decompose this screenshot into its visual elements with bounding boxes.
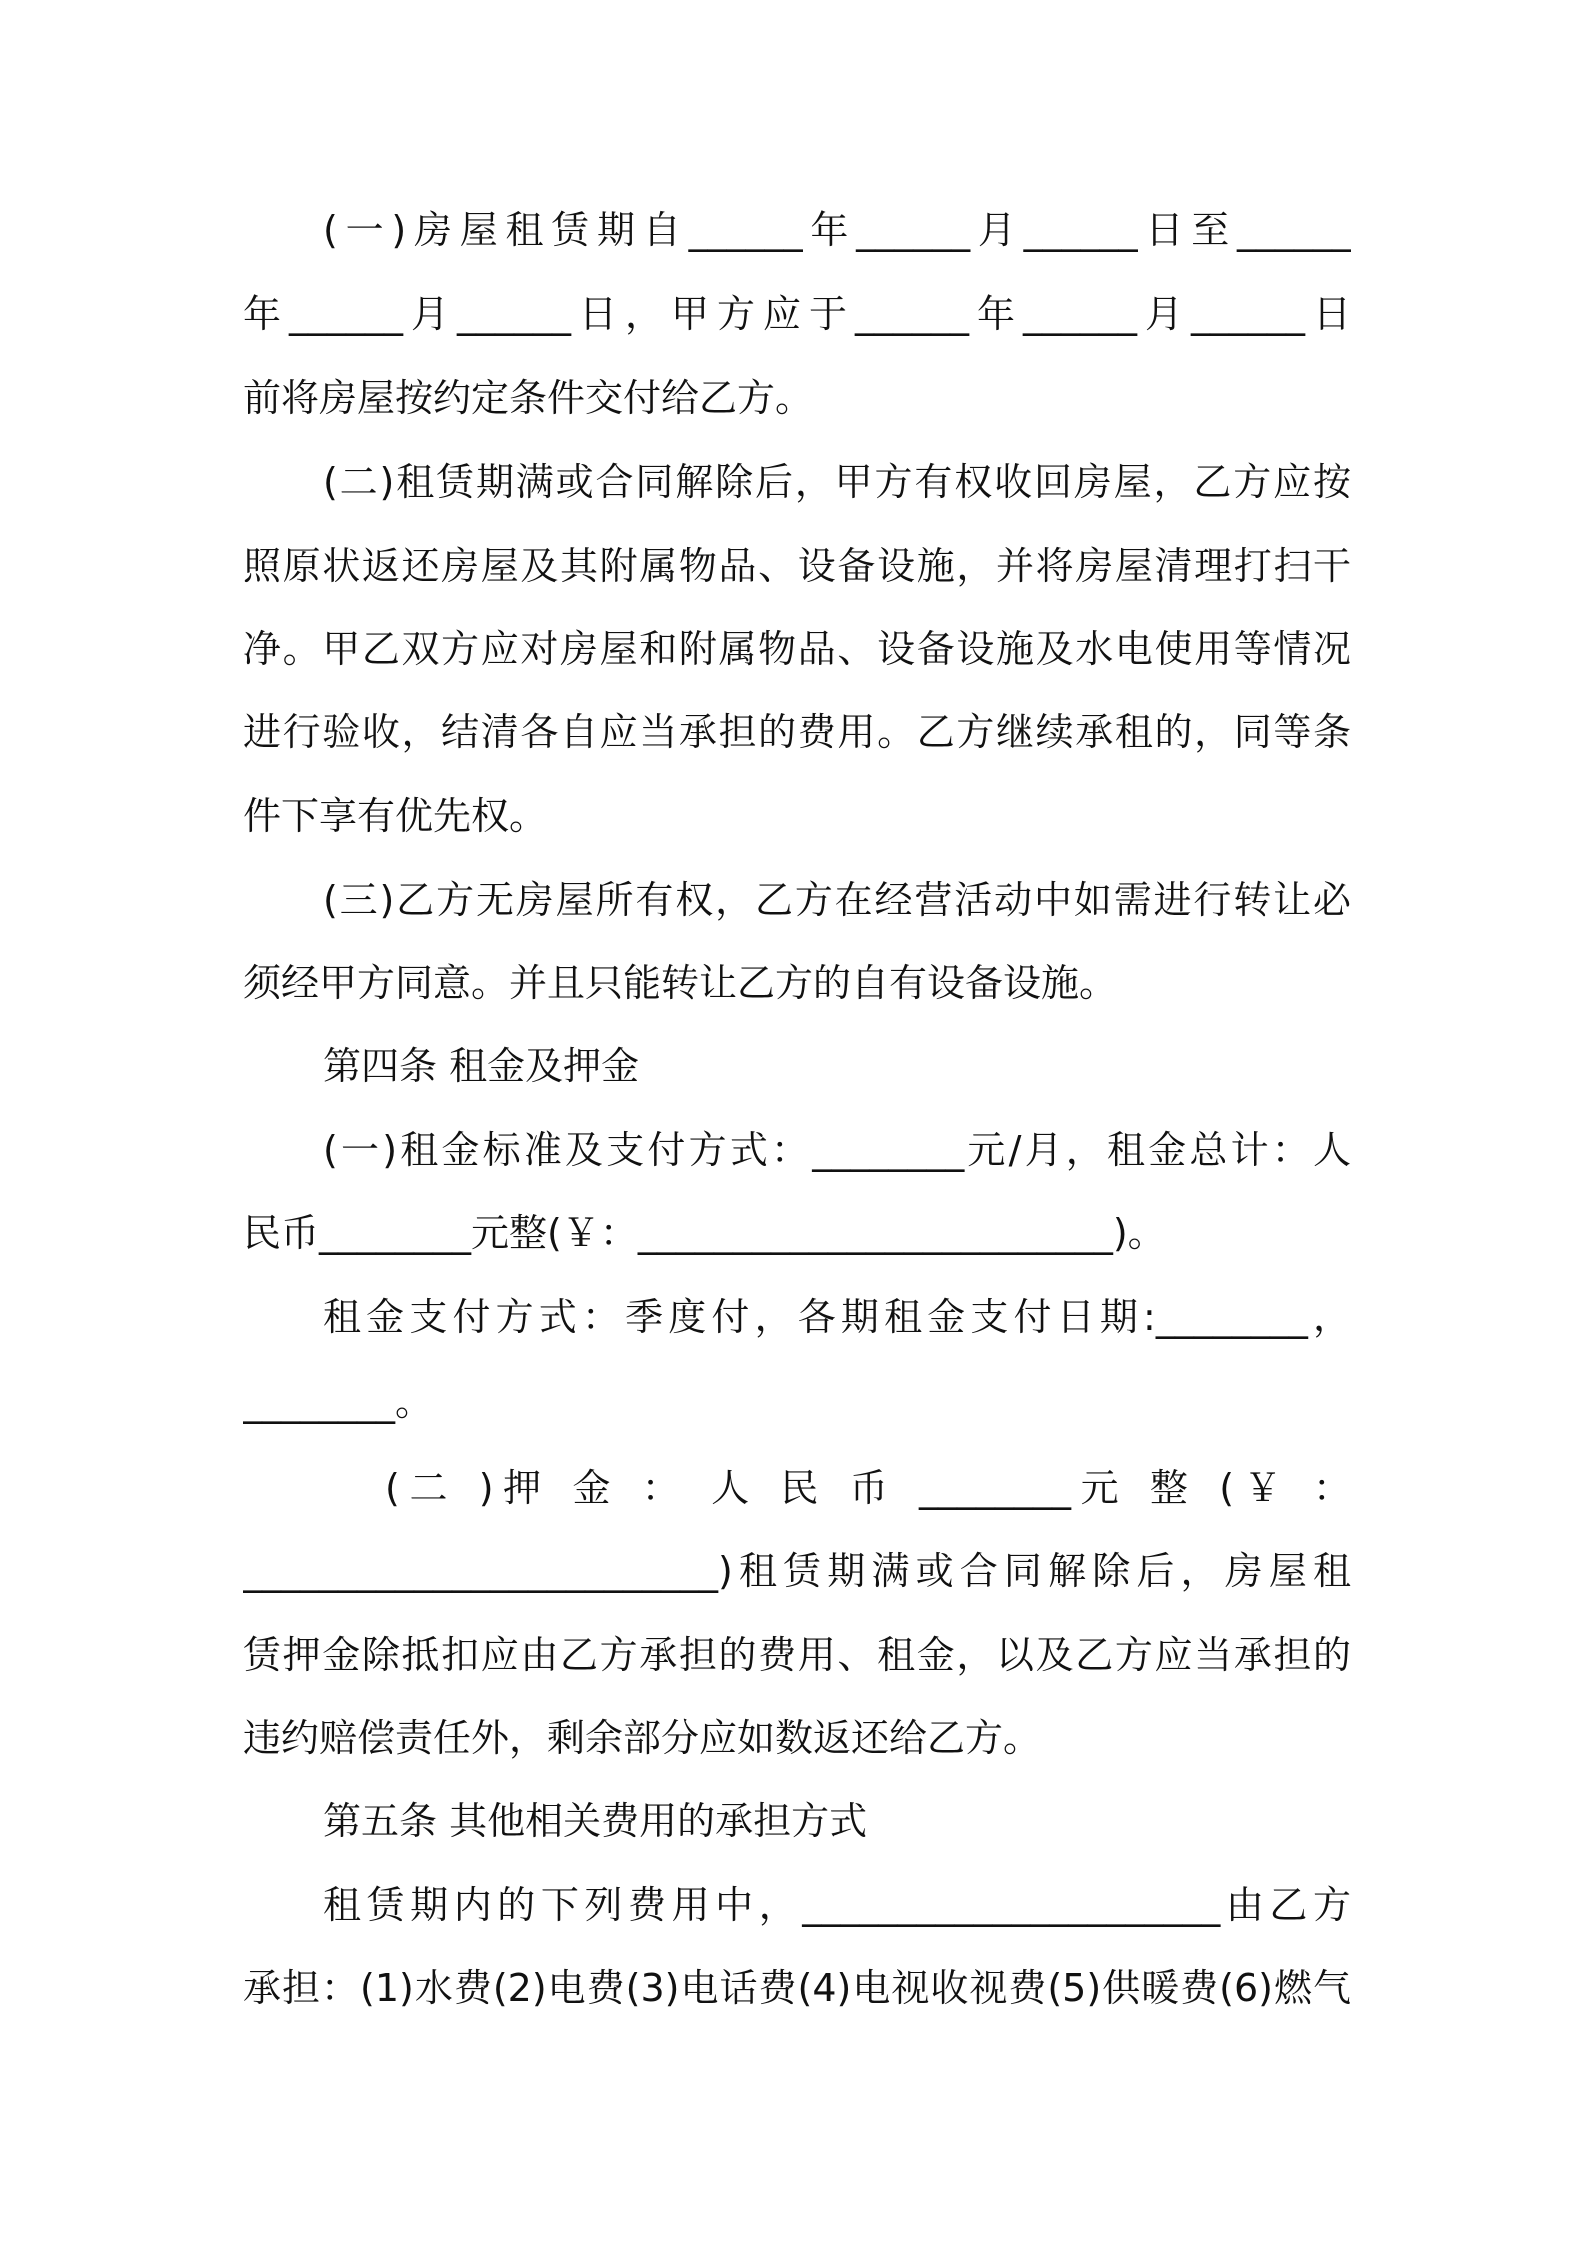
clause-3-2-line-2: 照原状返还房屋及其附属物品、设备设施，并将房屋清理打扫干 <box>243 544 1351 588</box>
article-5-line-2: 承担：(1)水费(2)电费(3)电话费(4)电视收视费(5)供暖费(6)燃气 <box>243 1966 1351 2010</box>
clause-4-1-line-1: (一)租金标准及支付方式：________元/月，租金总计：人 <box>323 1128 1351 1172</box>
clause-3-2-line-5: 件下享有优先权。 <box>243 794 548 838</box>
clause-4-2-line-2: _________________________)租赁期满或合同解除后，房屋租 <box>243 1549 1351 1593</box>
article-4-heading: 第四条 租金及押金 <box>323 1044 640 1088</box>
clause-3-3-line-2: 须经甲方同意。并且只能转让乙方的自有设备设施。 <box>243 961 1118 1005</box>
rent-payment-line-1: 租金支付方式：季度付，各期租金支付日期:________， <box>323 1295 1351 1339</box>
article-5-line-1: 租赁期内的下列费用中，______________________由乙方 <box>323 1883 1351 1927</box>
clause-4-2-line-1: (二 )押 金 ： 人 民 币 ________元 整 (￥ ： <box>385 1466 1351 1510</box>
clause-3-1-line-1: (一)房屋租赁期自______年______月______日至______ <box>323 208 1351 252</box>
clause-3-1-line-3: 前将房屋按约定条件交付给乙方。 <box>243 376 814 420</box>
clause-4-2-line-4: 违约赔偿责任外，剩余部分应如数返还给乙方。 <box>243 1716 1042 1760</box>
rent-payment-line-2: ________。 <box>243 1380 434 1424</box>
clause-4-2-line-3: 赁押金除抵扣应由乙方承担的费用、租金，以及乙方应当承担的 <box>243 1633 1351 1677</box>
clause-4-1-line-2: 民币________元整(￥：_________________________)。 <box>243 1211 1166 1255</box>
clause-3-2-line-4: 进行验收，结清各自应当承担的费用。乙方继续承租的，同等条 <box>243 710 1351 754</box>
article-5-heading: 第五条 其他相关费用的承担方式 <box>323 1799 868 1843</box>
clause-3-1-line-2: 年______月______日，甲方应于______年______月______日 <box>243 292 1351 336</box>
clause-3-2-line-1: (二)租赁期满或合同解除后，甲方有权收回房屋，乙方应按 <box>323 460 1351 504</box>
clause-3-2-line-3: 净。甲乙双方应对房屋和附属物品、设备设施及水电使用等情况 <box>243 627 1351 671</box>
clause-3-3-line-1: (三)乙方无房屋所有权，乙方在经营活动中如需进行转让必 <box>323 878 1351 922</box>
